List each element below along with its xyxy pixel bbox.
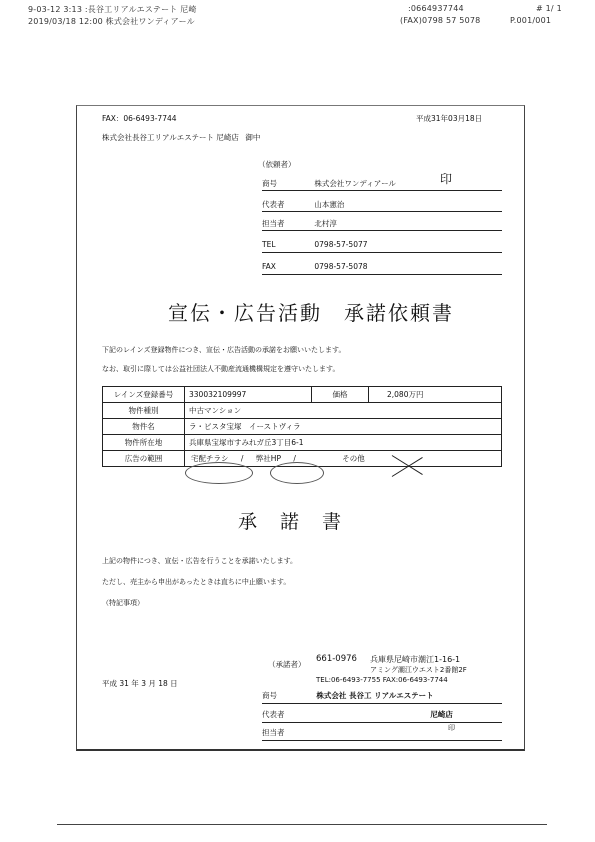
sender-heading: （依頼者） [258, 160, 296, 169]
approver-row-company [262, 690, 502, 704]
sender-company-label: 商号 [262, 179, 277, 188]
name-label: 物件名 [103, 419, 185, 435]
recipient [102, 132, 260, 143]
request-text-1: 下記のレインズ登録物件につき、宣伝・広告活動の承諾をお願いいたします。 [102, 346, 346, 354]
price-label: 価格 [312, 387, 369, 403]
media-item-other: その他 [342, 454, 365, 463]
recipient-suffix: 御中 [245, 133, 261, 142]
table-row [103, 419, 502, 435]
approval-title: 承 諾 書 [238, 511, 344, 533]
approval-conditions: （特記事項） [102, 599, 144, 607]
approver-rep-label: 代表者 [262, 710, 285, 719]
fax-number: FAX：06-6493-7744 [102, 114, 177, 123]
media-item-hp: 弊社HP [255, 454, 281, 463]
footer-rule [57, 824, 547, 825]
fax-header-line1-left: 9-03-12 3:13 :長谷工リアルエステート 尼崎 [28, 5, 197, 14]
name-value: ラ・ビスタ宝塚 イーストヴィラ [185, 419, 502, 435]
address-label: 物件所在地 [103, 435, 185, 451]
approver-postal: 661-0976 [316, 654, 357, 664]
type-label: 物件種別 [103, 403, 185, 419]
recipient-name: 株式会社長谷工リアルエステート 尼崎店 [102, 133, 239, 142]
approver-address-1: 兵庫県尼崎市潮江1-16-1 [370, 655, 461, 664]
approver-address-2: アミング潮江ウエスト2番館2F [370, 666, 467, 674]
fax-header-line2-left: 2019/03/18 12:00 株式会社ワンディアール [28, 17, 195, 26]
hp-circle-mark [270, 462, 324, 484]
sender-rep-value: 山本憲治 [314, 200, 345, 209]
sender-seal: 印 [440, 172, 453, 186]
type-value: 中古マンション [185, 403, 502, 419]
approver-heading: （承諾者） [268, 660, 306, 669]
media-separator: / [240, 454, 244, 463]
table-row [103, 403, 502, 419]
document-date: 平成31年03月18日 [416, 114, 483, 123]
sender-contact-value: 北村淳 [314, 219, 337, 228]
address-value: 兵庫県宝塚市すみれガ丘3丁目6-1 [185, 435, 502, 451]
fax-header-line2-right: P.001/001 [510, 16, 552, 25]
sender-tel-label: TEL [262, 240, 276, 249]
fax-header-line1-number: :0664937744 [408, 4, 464, 13]
approval-text-1: 上記の物件につき、宣伝・広告を行うことを承諾いたします。 [102, 557, 298, 565]
sender-row-company [262, 178, 502, 191]
sender-contact-label: 担当者 [262, 219, 285, 228]
price-value: 2,080万円 [369, 387, 502, 403]
approver-tel-fax: TEL:06-6493-7755 FAX:06-6493-7744 [316, 676, 448, 684]
approver-company-label: 商号 [262, 691, 277, 700]
sender-row-fax [262, 262, 502, 275]
sender-row-representative [262, 199, 502, 212]
document-title: 宣伝・広告活動 承諾依頼書 [168, 301, 454, 325]
approval-date: 平成 31 年 3 月 18 日 [102, 679, 178, 688]
sender-tel-value: 0798-57-5077 [314, 240, 368, 249]
sender-row-tel [262, 240, 502, 253]
sender-fax-label: FAX [262, 262, 276, 271]
media-separator: / [293, 454, 296, 463]
request-text-2: なお、取引に際しては公益社団法人不動産流通機構規定を遵守いたします。 [102, 365, 340, 373]
table-row [103, 387, 502, 403]
reins-label: レインズ登録番号 [103, 387, 185, 403]
reins-value: 330032109997 [185, 387, 312, 403]
approval-text-2: ただし、売主から申出があったときは直ちに中止願います。 [102, 578, 291, 586]
sender-row-contact [262, 218, 502, 231]
approver-row-representative [262, 709, 502, 723]
approver-contact-label: 担当者 [262, 728, 285, 737]
approver-rep-value: 尼崎店 [430, 710, 453, 719]
media-item-flyer: 宅配チラシ [191, 454, 229, 463]
sender-fax-value: 0798-57-5078 [314, 262, 368, 271]
fax-header-line1-page: # 1/ 1 [536, 4, 562, 13]
fax-header-line2-mid: (FAX)0798 57 5078 [400, 16, 481, 25]
approver-row-contact [262, 727, 502, 741]
sender-rep-label: 代表者 [262, 200, 285, 209]
property-table [102, 386, 502, 467]
sender-company-value: 株式会社ワンディアール [314, 179, 396, 188]
approver-rep-seal: 印 [448, 724, 455, 732]
media-label: 広告の範囲 [103, 451, 185, 467]
flyer-circle-mark [185, 462, 253, 484]
table-row [103, 435, 502, 451]
approver-company-value: 株式会社 長谷工 リアルエステート [316, 691, 434, 700]
